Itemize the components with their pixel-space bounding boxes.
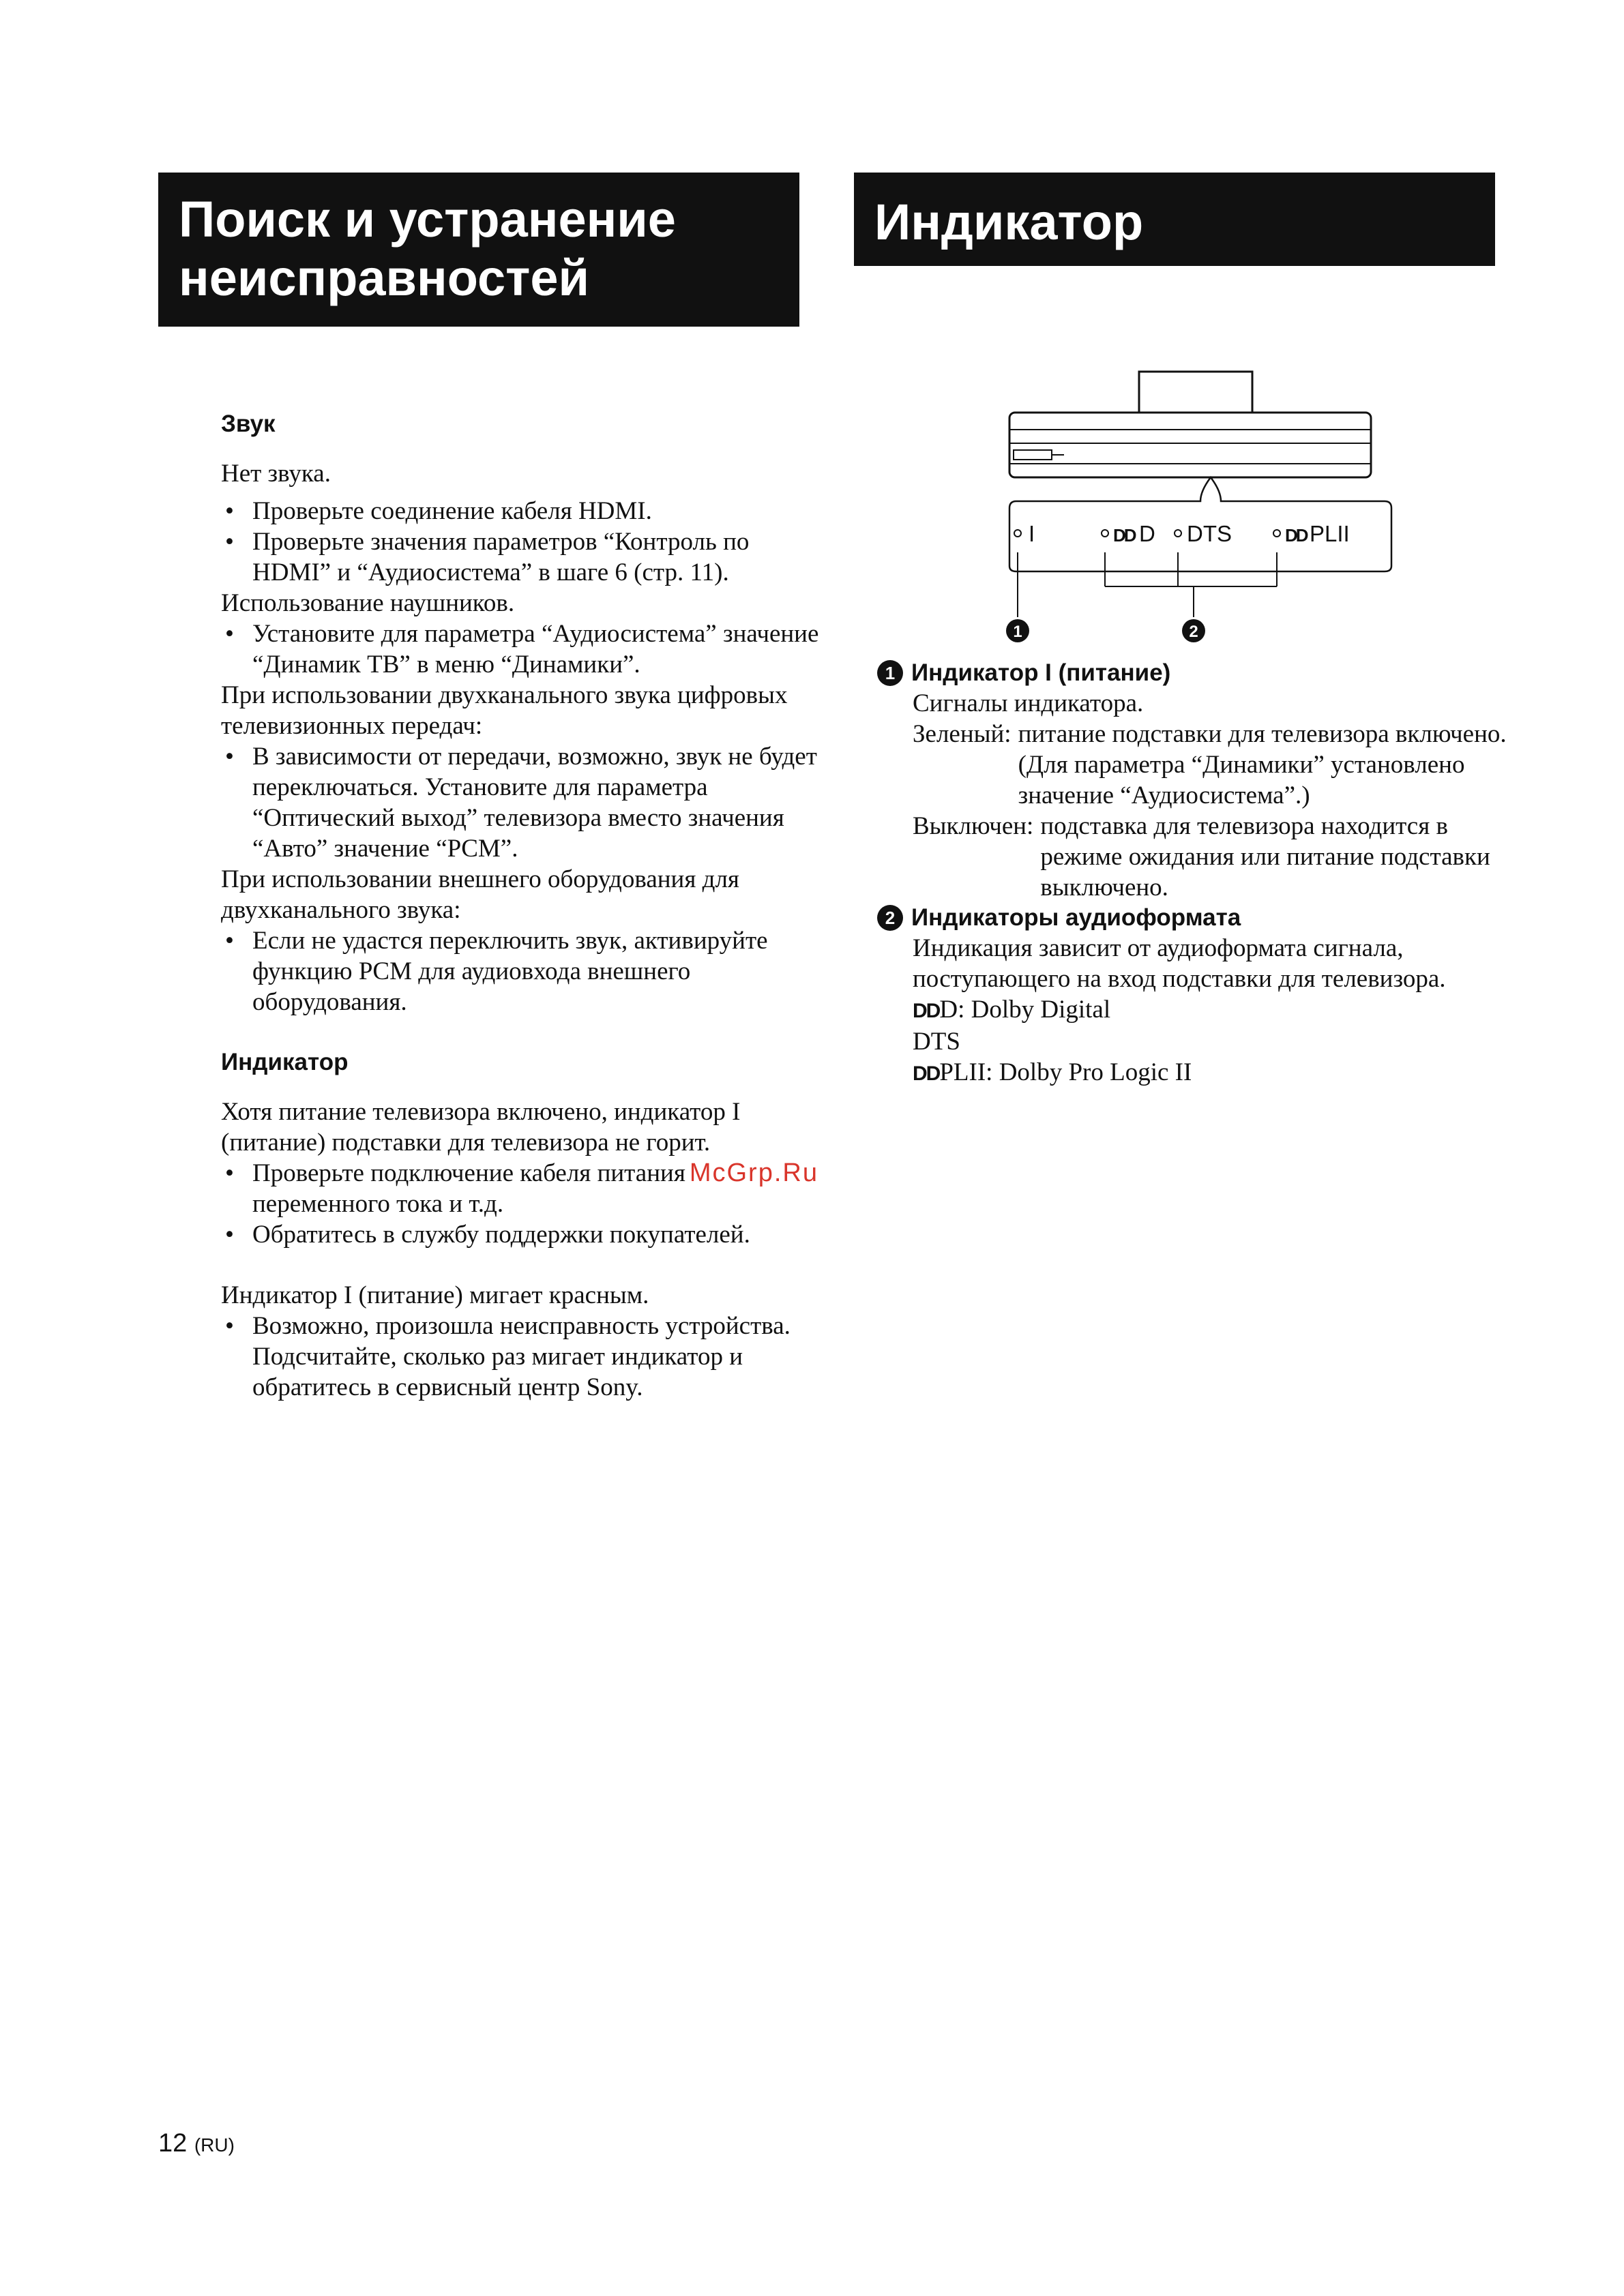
list-item: • Проверьте значения параметров “Контроль по HDMI” и “Аудиосистема” в шаге 6 (стр. 11). xyxy=(221,526,821,588)
dolby-icon: DD xyxy=(913,1000,940,1022)
dolby-icon: DD xyxy=(913,1062,940,1085)
headphones-list xyxy=(221,618,821,680)
title-indicator: Индикатор xyxy=(874,194,1144,250)
indicator-off-text: Хотя питание телевизора включено, индикатор I (питание) подставки для телевизора не горит. xyxy=(221,1098,741,1157)
label-dolby-symbol: DD xyxy=(1113,525,1135,546)
green-def: питание подставки для телевизора включено. (Для параметра “Динамики” установлено значение “Аудиосистема”.) xyxy=(1018,720,1507,809)
dual-digital-list xyxy=(221,741,821,864)
list-item: • Если не удастся переключить звук, активируйте функцию PCM для аудиовхода внешнего оборудования. xyxy=(221,925,821,1017)
item2-heading: Индикаторы аудиоформата xyxy=(911,904,1241,931)
off-def: подставка для телевизора находится в режиме ожидания или питание подставки выключено. xyxy=(1040,812,1490,901)
item1-desc: Сигналы индикатора. xyxy=(913,689,1144,717)
item1-heading: Индикатор I (питание) xyxy=(911,659,1171,686)
stand-top-block xyxy=(1139,372,1252,413)
label-pl2-symbol: DD xyxy=(1285,525,1307,546)
format-line: PLII: Dolby Pro Logic II xyxy=(939,1058,1192,1086)
indicator-panel xyxy=(1014,450,1052,460)
list-item-text-tail: переменного тока и т.д. xyxy=(252,1190,504,1218)
page-lang: (RU) xyxy=(194,2134,235,2156)
list-item xyxy=(221,1158,821,1219)
format-line: D: Dolby Digital xyxy=(939,996,1111,1024)
list-item-text: Проверьте подключение кабеля питания xyxy=(252,1159,685,1187)
page-number-value: 12 xyxy=(158,2129,188,2158)
led-dts-icon xyxy=(1175,530,1181,537)
led-pl2-icon xyxy=(1273,530,1280,537)
page-number xyxy=(158,2129,235,2158)
dual-external-list xyxy=(221,925,821,1017)
dual-external-text: При использовании внешнего оборудования для двухканального звука: xyxy=(221,865,739,924)
watermark: McGrp.Ru xyxy=(689,1159,818,1187)
item1-heading-row xyxy=(885,658,1513,688)
dual-digital-text: При использовании двухканального звука цифровых телевизионных передач: xyxy=(221,681,788,740)
label-dolby-d: D xyxy=(1139,521,1155,546)
item2-number: 2 xyxy=(877,905,903,931)
label-dts: DTS xyxy=(1187,521,1232,546)
indicator-off-list xyxy=(221,1158,821,1250)
callout-2-text: 2 xyxy=(1189,623,1198,641)
format-dts: DTS xyxy=(913,1028,960,1056)
list-item: • Установите для параметра “Аудиосистема” значение “Динамик ТВ” в меню “Динамики”. xyxy=(221,618,821,680)
indicator-blink-list xyxy=(221,1311,821,1403)
indicator-heading: Индикатор xyxy=(221,1049,349,1075)
label-power: I xyxy=(1029,521,1035,546)
troubleshooting-column xyxy=(221,409,821,1403)
format-dolby-digital xyxy=(913,994,1513,1026)
list-item: • Возможно, произошла неисправность устройства. Подсчитайте, сколько раз мигает индикатор и обратитесь в сервисный центр Sony. xyxy=(221,1311,821,1403)
format-pl2 xyxy=(913,1057,1513,1089)
callout-1-text: 1 xyxy=(1013,623,1022,641)
label-pl2: PLII xyxy=(1310,521,1350,546)
stand-body xyxy=(1009,413,1371,477)
green-row xyxy=(913,719,1513,811)
item1-number: 1 xyxy=(877,660,903,686)
title-line-1: Поиск и устранение xyxy=(179,191,676,248)
page-title-troubleshooting xyxy=(158,173,799,327)
tv-stand-illustration xyxy=(975,355,1412,648)
indicator-diagram xyxy=(975,355,1412,648)
led-dolby-icon xyxy=(1102,530,1108,537)
page-title-indicator xyxy=(854,173,1495,266)
no-sound-text: Нет звука. xyxy=(221,460,331,488)
list-item: • В зависимости от передачи, возможно, звук не будет переключаться. Установите для параметра “Оптический выход” телевизора вместо значения “Авто” значение “PCM”. xyxy=(221,741,821,864)
green-term: Зеленый: xyxy=(913,720,1012,748)
indicator-column xyxy=(885,658,1513,1089)
led-power-icon xyxy=(1014,530,1021,537)
no-sound-list xyxy=(221,496,821,588)
headphones-text: Использование наушников. xyxy=(221,589,515,617)
item2-heading-row xyxy=(885,903,1513,933)
list-item: • Обратитесь в службу поддержки покупателей. xyxy=(221,1219,821,1250)
item2-desc: Индикация зависит от аудиоформата сигнала, поступающего на вход подставки для телевизора. xyxy=(913,934,1446,993)
off-row xyxy=(913,811,1513,903)
off-term: Выключен: xyxy=(913,812,1034,840)
sound-heading: Звук xyxy=(221,411,276,437)
indicator-blink-text: Индикатор I (питание) мигает красным. xyxy=(221,1281,649,1309)
title-line-2: неисправностей xyxy=(179,250,590,306)
list-item: • Проверьте соединение кабеля HDMI. xyxy=(221,496,821,526)
